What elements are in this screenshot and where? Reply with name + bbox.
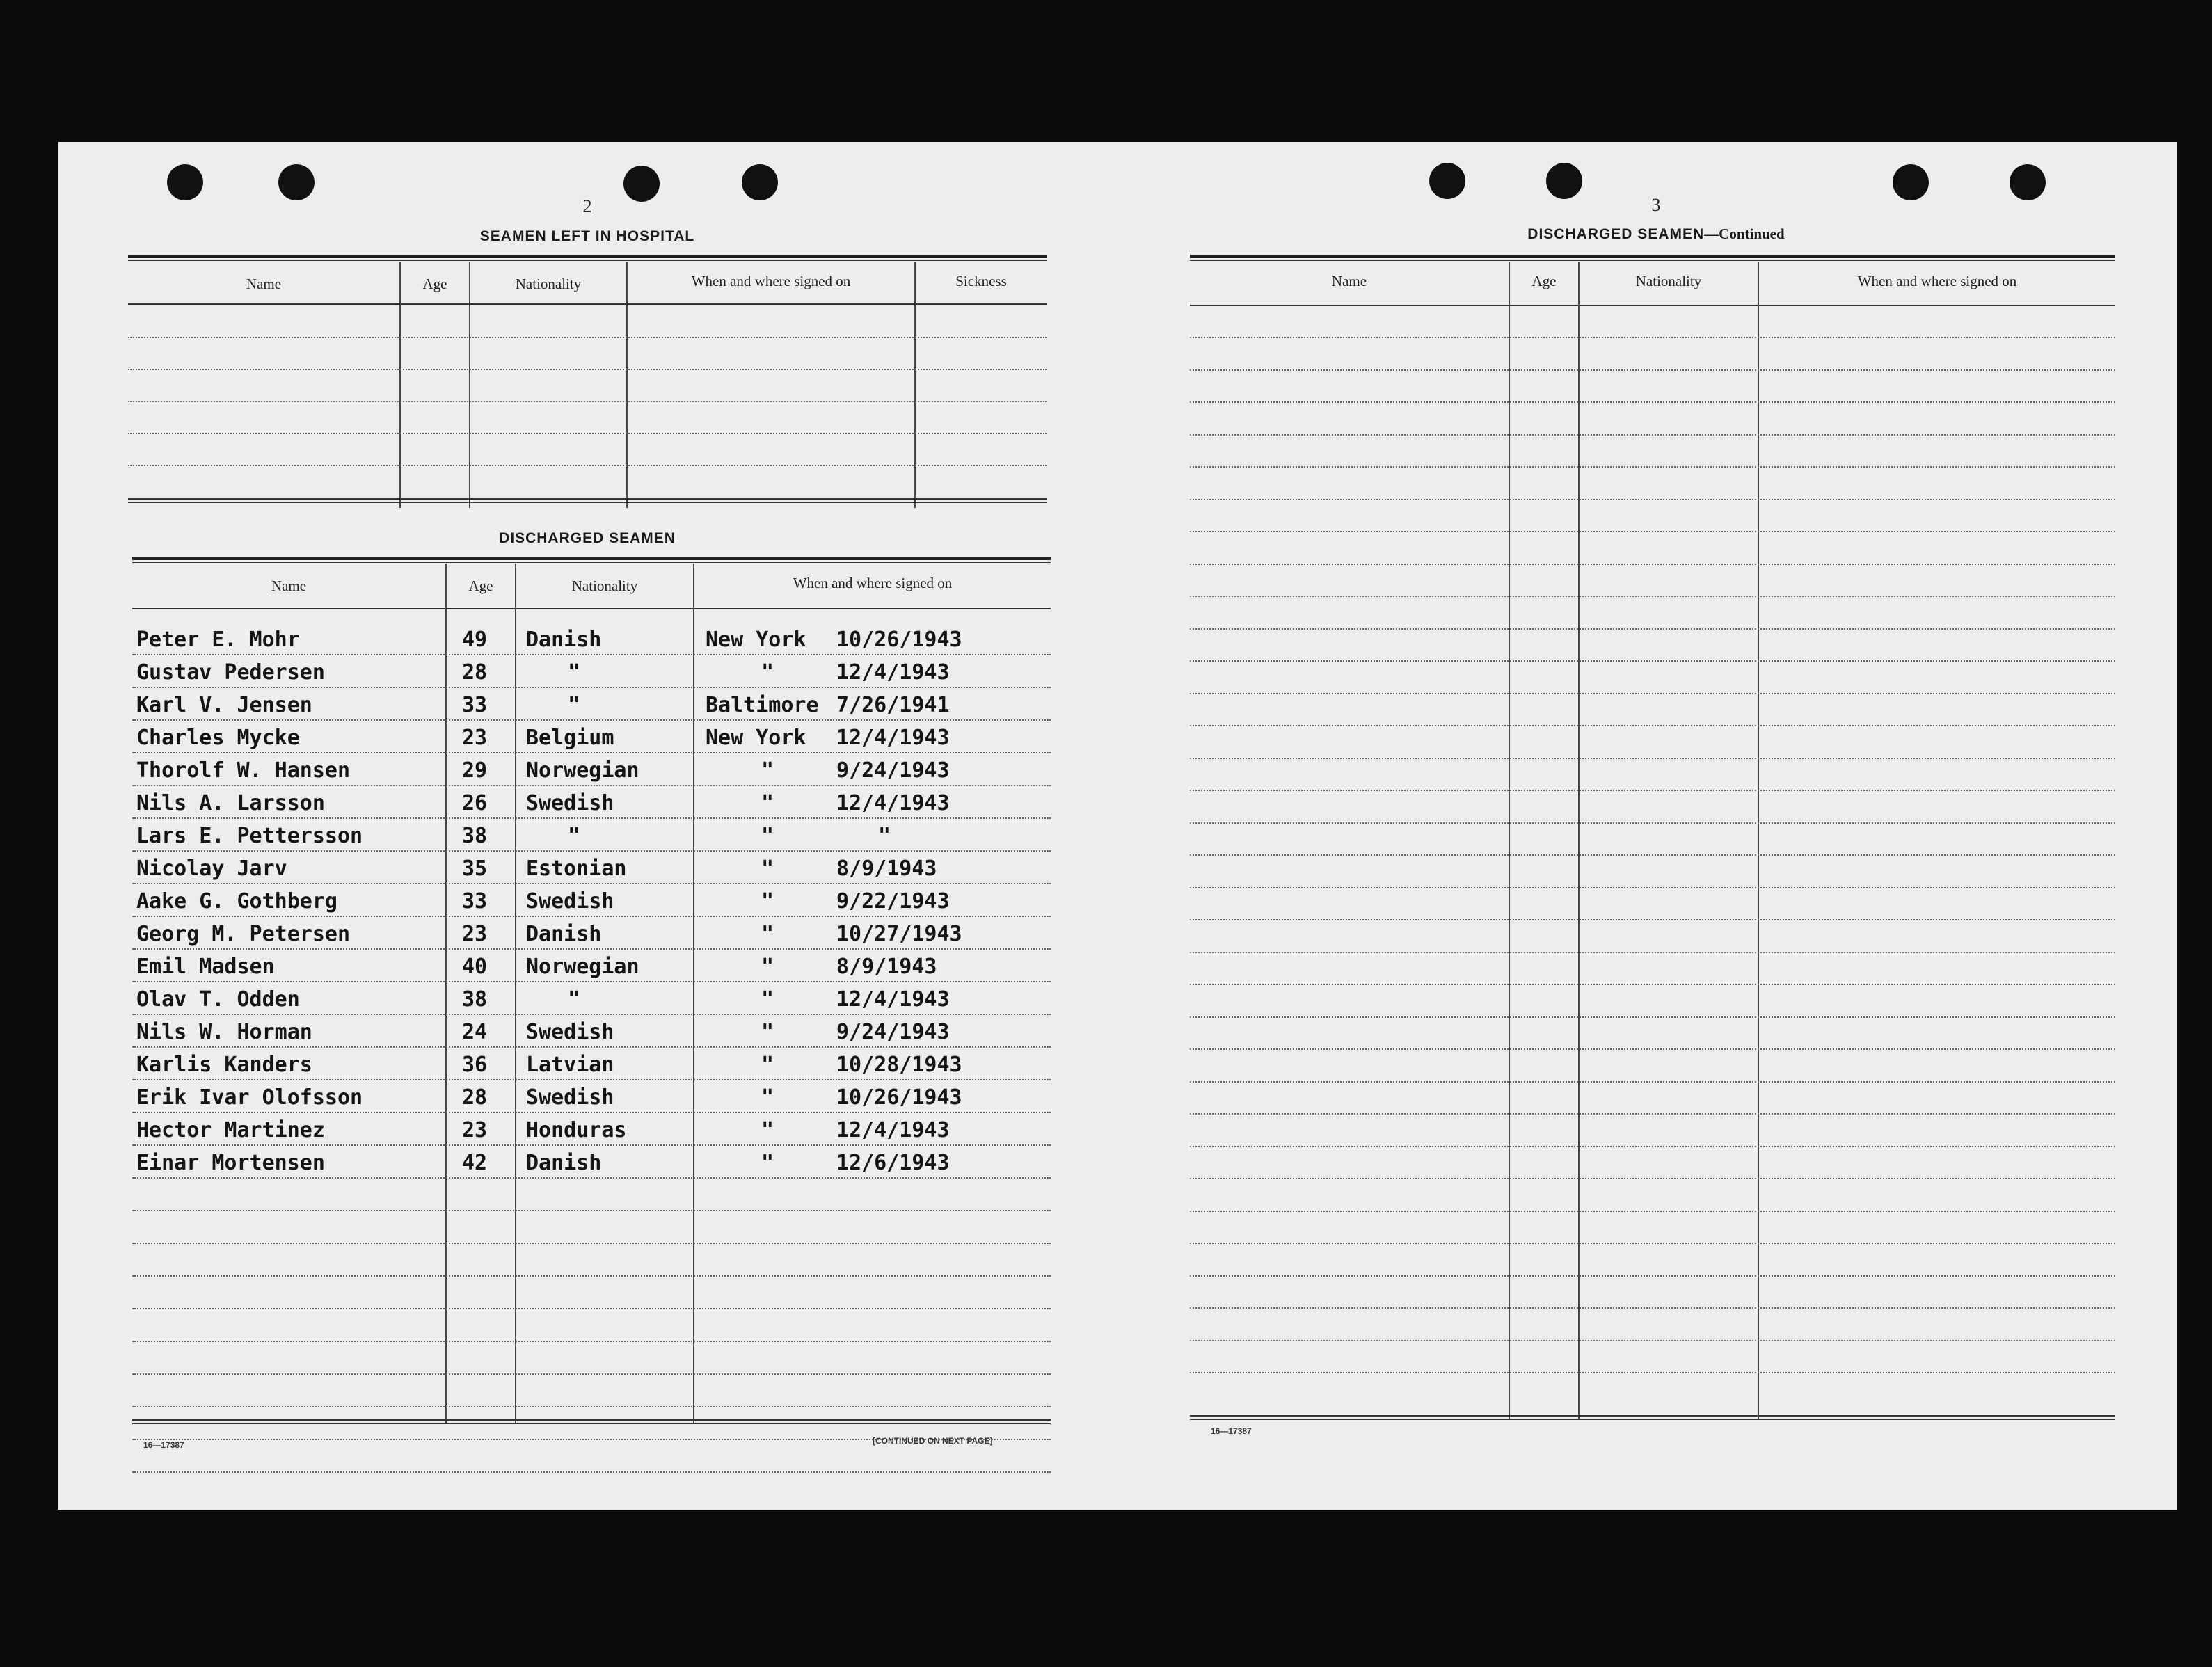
row-rule [1190, 531, 2115, 532]
row-rule [1190, 466, 2115, 468]
signed-on-date: 10/26/1943 [836, 1085, 962, 1110]
seaman-name: Olav T. Odden [136, 987, 300, 1012]
right-section-title [1190, 225, 2122, 243]
punch-hole [1429, 163, 1465, 199]
row-rule [1190, 1081, 2115, 1083]
row-rule [1190, 499, 2115, 500]
continued-header-age: Age [1531, 273, 1557, 289]
discharged-header-name: Name [271, 577, 307, 594]
punch-hole [278, 164, 315, 200]
row-rule [1190, 887, 2115, 888]
page-number: 3 [1651, 195, 1661, 215]
discharged-header-age: Age [468, 577, 493, 594]
row-rule [1190, 1048, 2115, 1050]
signed-on-date: 10/26/1943 [836, 628, 962, 652]
seaman-name: Karl V. Jensen [136, 693, 312, 717]
row-rule [132, 1243, 1051, 1244]
signed-on-date: 7/26/1941 [836, 693, 950, 717]
seaman-age: 49 [462, 628, 488, 652]
seaman-nationality: Estonian [526, 856, 627, 881]
signed-on-date: " [878, 824, 891, 848]
seaman-name: Aake G. Gothberg [136, 889, 337, 914]
signed-on-date: 8/9/1943 [836, 856, 937, 881]
row-rule [1190, 369, 2115, 371]
seaman-name: Emil Madsen [136, 955, 275, 979]
row-rule [132, 883, 1051, 884]
signed-on-date: 12/4/1943 [836, 660, 950, 685]
seaman-nationality: " [568, 987, 581, 1012]
hospital-header-signed-on: When and where signed on [691, 273, 851, 289]
row-rule [132, 850, 1051, 852]
row-rule [132, 785, 1051, 786]
hospital-header-sickness: Sickness [955, 273, 1007, 289]
signed-on-date: 10/27/1943 [836, 922, 962, 946]
signed-on-date: 10/28/1943 [836, 1053, 962, 1077]
row-rule [132, 948, 1051, 950]
seaman-age: 23 [462, 726, 488, 750]
row-rule [1190, 1275, 2115, 1277]
row-rule [1190, 1113, 2115, 1115]
signed-on-place: " [761, 824, 774, 848]
seaman-nationality: Danish [526, 922, 602, 946]
form-number: 16—17387 [143, 1440, 184, 1450]
row-rule [1190, 1243, 2115, 1244]
seaman-age: 29 [462, 758, 488, 783]
row-rule [132, 1471, 1051, 1473]
seaman-name: Erik Ivar Olofsson [136, 1085, 363, 1110]
discharged-header-signed-on: When and where signed on [793, 575, 953, 591]
seaman-age: 38 [462, 824, 488, 848]
seaman-nationality: Danish [526, 1151, 602, 1175]
row-rule [1190, 337, 2115, 338]
punch-hole [167, 164, 203, 200]
seaman-nationality: Danish [526, 628, 602, 652]
seaman-name: Lars E. Pettersson [136, 824, 363, 848]
seaman-name: Einar Mortensen [136, 1151, 325, 1175]
seaman-age: 33 [462, 693, 488, 717]
seaman-name: Karlis Kanders [136, 1053, 312, 1077]
punch-hole [1546, 163, 1582, 199]
signed-on-place: " [761, 856, 774, 881]
row-rule [132, 1144, 1051, 1146]
continued-header-name: Name [1331, 273, 1367, 289]
row-rule [1190, 693, 2115, 694]
continued-header-nationality: Nationality [1635, 273, 1702, 289]
punch-hole [742, 164, 778, 200]
seaman-name: Gustav Pedersen [136, 660, 325, 685]
seaman-name: Thorolf W. Hansen [136, 758, 351, 783]
signed-on-place: " [761, 1118, 774, 1142]
hospital-table [128, 255, 1047, 512]
row-rule [132, 719, 1051, 721]
seaman-nationality: Swedish [526, 1020, 614, 1044]
seaman-name: Nils W. Horman [136, 1020, 312, 1044]
row-rule [1190, 1016, 2115, 1018]
signed-on-date: 12/4/1943 [836, 791, 950, 815]
row-rule [132, 1308, 1051, 1309]
row-rule [132, 981, 1051, 982]
signed-on-place: " [761, 758, 774, 783]
discharged-section-title: DISCHARGED SEAMEN [499, 530, 676, 546]
seaman-age: 24 [462, 1020, 488, 1044]
row-rule [1190, 564, 2115, 565]
hospital-section-title: SEAMEN LEFT IN HOSPITAL [479, 228, 695, 244]
seaman-nationality: Honduras [526, 1118, 627, 1142]
seaman-nationality: Belgium [526, 726, 614, 750]
row-rule [1190, 1211, 2115, 1212]
signed-on-date: 9/24/1943 [836, 758, 950, 783]
row-rule [132, 687, 1051, 688]
signed-on-place: " [761, 1151, 774, 1175]
seaman-nationality: Swedish [526, 889, 614, 914]
signed-on-date: 9/22/1943 [836, 889, 950, 914]
row-rule [1190, 854, 2115, 856]
seaman-name: Charles Mycke [136, 726, 300, 750]
signed-on-place: " [761, 922, 774, 946]
row-rule [1190, 919, 2115, 920]
row-rule [1190, 984, 2115, 985]
seaman-name: Peter E. Mohr [136, 628, 300, 652]
signed-on-date: 12/6/1943 [836, 1151, 950, 1175]
signed-on-place: " [761, 791, 774, 815]
seaman-nationality: Swedish [526, 791, 614, 815]
row-rule [1190, 952, 2115, 953]
signed-on-place: New York [706, 628, 806, 652]
seaman-nationality: Norwegian [526, 758, 639, 783]
row-rule [1190, 758, 2115, 759]
signed-on-place: " [761, 987, 774, 1012]
signed-on-place: New York [706, 726, 806, 750]
seaman-nationality: " [568, 824, 581, 848]
seaman-age: 28 [462, 660, 488, 685]
row-rule [1190, 790, 2115, 791]
signed-on-date: 9/24/1943 [836, 1020, 950, 1044]
continued-table [1190, 255, 2115, 1425]
signed-on-date: 8/9/1943 [836, 955, 937, 979]
row-rule [132, 1046, 1051, 1048]
row-rule [132, 1406, 1051, 1407]
form-number: 16—17387 [1211, 1426, 1252, 1436]
row-rule [132, 1014, 1051, 1015]
seaman-nationality: " [568, 660, 581, 685]
seaman-age: 26 [462, 791, 488, 815]
signed-on-date: 12/4/1943 [836, 987, 950, 1012]
right-title-main: DISCHARGED SEAMEN [1527, 226, 1705, 242]
row-rule [132, 1210, 1051, 1211]
seaman-age: 38 [462, 987, 488, 1012]
hospital-header-age: Age [422, 276, 447, 292]
row-rule [1190, 1307, 2115, 1309]
row-rule [1190, 1146, 2115, 1147]
signed-on-date: 12/4/1943 [836, 1118, 950, 1142]
row-rule [132, 752, 1051, 753]
signed-on-place: " [761, 955, 774, 979]
row-rule [1190, 822, 2115, 824]
seaman-age: 28 [462, 1085, 488, 1110]
page-number: 2 [582, 196, 592, 216]
seaman-name: Hector Martinez [136, 1118, 325, 1142]
signed-on-place: " [761, 660, 774, 685]
row-rule [132, 1079, 1051, 1080]
row-rule [1190, 1178, 2115, 1179]
seaman-age: 23 [462, 922, 488, 946]
row-rule [132, 1177, 1051, 1179]
signed-on-place: " [761, 1053, 774, 1077]
row-rule [1190, 660, 2115, 662]
seaman-name: Nils A. Larsson [136, 791, 325, 815]
row-rule [1190, 628, 2115, 630]
discharged-header-nationality: Nationality [571, 577, 638, 594]
continued-header-signed-on: When and where signed on [1857, 273, 2017, 289]
row-rule [1190, 596, 2115, 597]
seaman-age: 23 [462, 1118, 488, 1142]
hospital-header-nationality: Nationality [515, 276, 582, 292]
row-rule [132, 1341, 1051, 1342]
row-rule [1190, 401, 2115, 403]
seaman-age: 35 [462, 856, 488, 881]
signed-on-place: " [761, 889, 774, 914]
signed-on-place: " [761, 1020, 774, 1044]
row-rule [132, 1275, 1051, 1277]
seaman-age: 33 [462, 889, 488, 914]
continued-note: [CONTINUED ON NEXT PAGE] [873, 1436, 993, 1446]
seaman-age: 42 [462, 1151, 488, 1175]
hospital-header-name: Name [246, 276, 282, 292]
seaman-age: 40 [462, 955, 488, 979]
right-title-suffix: —Continued [1704, 225, 1785, 242]
row-rule [1190, 725, 2115, 726]
row-rule [132, 916, 1051, 917]
seaman-age: 36 [462, 1053, 488, 1077]
discharged-table [132, 557, 1051, 1433]
seaman-nationality: Norwegian [526, 955, 639, 979]
signed-on-date: 12/4/1943 [836, 726, 950, 750]
seaman-name: Georg M. Petersen [136, 922, 351, 946]
row-rule [132, 654, 1051, 655]
row-rule [1190, 1340, 2115, 1341]
signed-on-place: Baltimore [706, 693, 819, 717]
row-rule [1190, 434, 2115, 436]
row-rule [132, 817, 1051, 819]
seaman-nationality: Swedish [526, 1085, 614, 1110]
ledger-sheet [58, 142, 2177, 1510]
seaman-name: Nicolay Jarv [136, 856, 287, 881]
signed-on-place: " [761, 1085, 774, 1110]
row-rule [132, 1112, 1051, 1113]
seaman-nationality: " [568, 693, 581, 717]
seaman-nationality: Latvian [526, 1053, 614, 1077]
row-rule [1190, 1372, 2115, 1373]
row-rule [132, 1373, 1051, 1375]
